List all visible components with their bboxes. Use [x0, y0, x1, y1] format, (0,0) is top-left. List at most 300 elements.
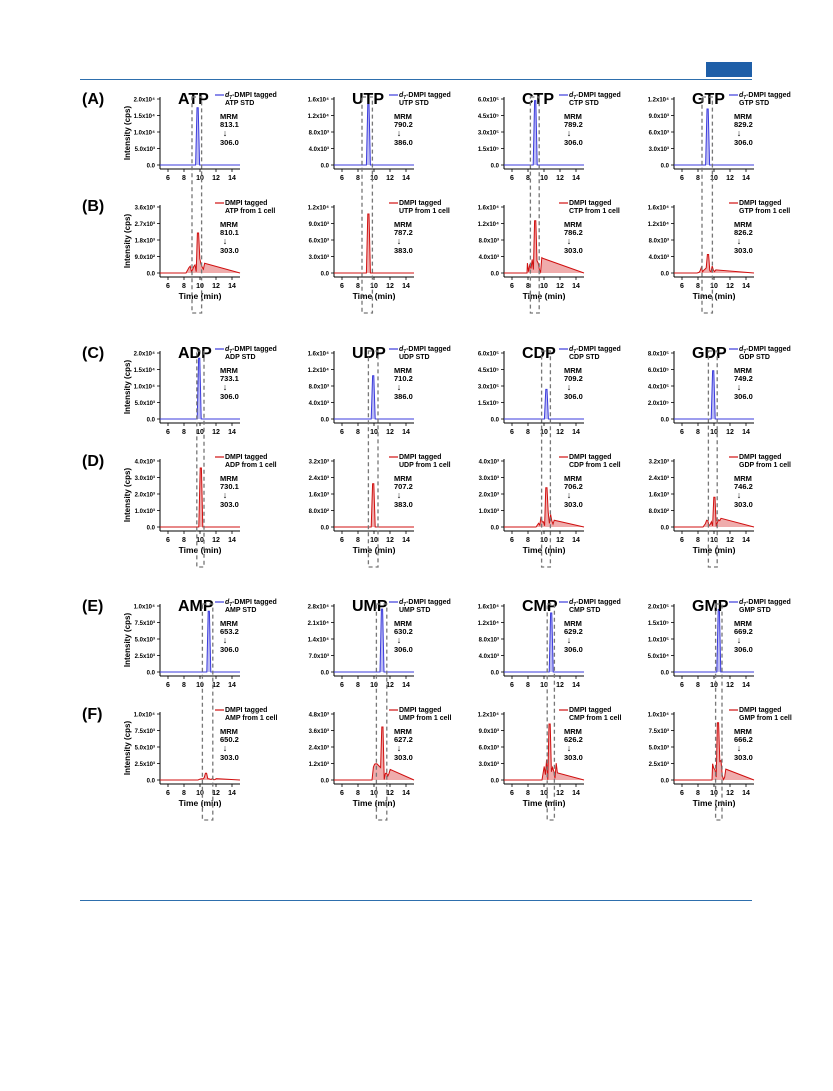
mrm-parent-mz: 733.1 — [220, 374, 239, 383]
x-tick-label: 10 — [540, 283, 548, 290]
mrm-arrow-icon: ↓ — [566, 635, 572, 645]
y-tick-label: 1.5x10⁵ — [647, 621, 669, 627]
legend-line2: CTP from 1 cell — [569, 208, 620, 215]
y-tick-label: 3.0x10³ — [478, 762, 499, 768]
x-tick-label: 6 — [340, 790, 344, 797]
legend-line1: $d_7$-DMPI tagged — [225, 346, 277, 355]
y-tick-label: 2.1x10⁴ — [307, 621, 329, 627]
x-tick-label: 12 — [726, 790, 734, 797]
legend-line2: UDP from 1 cell — [399, 462, 451, 469]
mrm-parent-mz: 627.2 — [394, 735, 413, 744]
legend-line1: DMPI tagged — [739, 454, 782, 461]
x-axis-title: Time (min) — [522, 545, 566, 555]
x-tick-label: 6 — [680, 682, 684, 689]
mrm-product-mz: 306.0 — [220, 392, 239, 401]
legend-line2: GMP STD — [739, 607, 771, 614]
chart-panel-19 — [478, 598, 621, 689]
mrm-parent-mz: 813.1 — [220, 120, 239, 129]
y-tick-label: 6.0x10⁵ — [477, 351, 499, 358]
mrm-parent-mz: 749.2 — [734, 374, 753, 383]
panel-label-b: (B) — [82, 198, 105, 215]
x-axis-title: Time (min) — [178, 798, 222, 808]
y-tick-label: 0.0 — [146, 525, 155, 532]
x-tick-label: 10 — [370, 537, 378, 544]
x-axis-title: Time (min) — [352, 545, 396, 555]
mrm-label: MRM — [394, 366, 412, 375]
mrm-product-mz: 303.0 — [220, 246, 239, 255]
mrm-arrow-icon: ↓ — [222, 490, 228, 500]
mrm-parent-mz: 626.2 — [564, 735, 583, 744]
y-tick-label: 9.0x10² — [134, 255, 155, 261]
compound-name: GTP — [692, 91, 725, 108]
chart-panel-24 — [648, 707, 792, 808]
legend-line1: DMPI tagged — [399, 200, 442, 207]
y-tick-label: 2.0x10⁴ — [133, 97, 155, 104]
x-tick-label: 6 — [166, 429, 170, 436]
legend-line1: $d_7$-DMPI tagged — [399, 599, 451, 608]
y-tick-label: 2.0x10⁵ — [647, 401, 669, 407]
mrm-label: MRM — [220, 727, 238, 736]
x-tick-label: 14 — [402, 682, 410, 689]
mrm-product-mz: 303.0 — [220, 753, 239, 762]
mrm-parent-mz: 829.2 — [734, 120, 753, 129]
panel-label-c: (C) — [82, 345, 105, 362]
chart-panel-16 — [649, 454, 791, 555]
x-tick-label: 8 — [526, 537, 530, 544]
legend-line1: $d_7$-DMPI tagged — [739, 92, 791, 101]
x-tick-label: 8 — [356, 429, 360, 436]
x-tick-label: 12 — [726, 682, 734, 689]
chart-panel-12 — [648, 345, 791, 436]
x-tick-label: 10 — [540, 537, 548, 544]
legend-line1: $d_7$-DMPI tagged — [399, 92, 451, 101]
y-tick-label: 0.0 — [146, 670, 155, 677]
x-tick-label: 12 — [386, 682, 394, 689]
mrm-label: MRM — [564, 220, 582, 229]
x-tick-label: 6 — [510, 429, 514, 436]
y-tick-label: 1.5x10⁴ — [133, 368, 155, 374]
mrm-label: MRM — [734, 727, 752, 736]
y-tick-label: 3.2x10³ — [648, 459, 669, 466]
x-tick-label: 14 — [228, 283, 236, 290]
x-tick-label: 8 — [696, 537, 700, 544]
compound-name: UTP — [352, 91, 384, 108]
y-tick-label: 0.0 — [660, 670, 669, 677]
y-tick-label: 2.5x10³ — [134, 654, 155, 660]
x-tick-label: 10 — [370, 682, 378, 689]
chart-panel-18 — [308, 598, 451, 689]
y-tick-label: 0.0 — [660, 417, 669, 424]
y-tick-label: 4.5x10⁵ — [477, 368, 499, 374]
x-tick-label: 12 — [556, 175, 564, 182]
y-tick-label: 0.0 — [146, 271, 155, 278]
x-tick-label: 10 — [196, 283, 204, 290]
x-tick-label: 14 — [742, 537, 750, 544]
x-tick-label: 14 — [742, 790, 750, 797]
x-tick-label: 8 — [182, 790, 186, 797]
x-tick-label: 14 — [228, 429, 236, 436]
mrm-parent-mz: 786.2 — [564, 228, 583, 237]
x-tick-label: 10 — [370, 283, 378, 290]
x-tick-label: 14 — [228, 682, 236, 689]
x-tick-label: 10 — [710, 429, 718, 436]
y-tick-label: 0.0 — [660, 163, 669, 170]
legend-line1: DMPI tagged — [225, 707, 268, 714]
y-tick-label: 0.0 — [146, 778, 155, 785]
y-tick-label: 9.0x10³ — [308, 222, 329, 228]
mrm-parent-mz: 810.1 — [220, 228, 239, 237]
y-tick-label: 5.0x10⁴ — [647, 654, 669, 660]
chart-panel-10 — [308, 345, 451, 436]
chart-panel-23 — [478, 707, 622, 808]
x-tick-label: 12 — [556, 429, 564, 436]
y-tick-label: 4.0x10³ — [308, 401, 329, 407]
y-tick-label: 1.0x10⁴ — [647, 712, 669, 719]
y-tick-label: 6.0x10⁵ — [647, 368, 669, 374]
mrm-label: MRM — [394, 220, 412, 229]
x-tick-label: 10 — [540, 429, 548, 436]
mrm-label: MRM — [734, 366, 752, 375]
std-trace — [504, 101, 584, 165]
legend-line2: ADP STD — [225, 354, 256, 361]
y-tick-label: 1.2x10⁴ — [307, 205, 329, 212]
x-tick-label: 6 — [680, 790, 684, 797]
legend-line2: ATP STD — [225, 100, 255, 107]
mrm-arrow-icon: ↓ — [222, 128, 228, 138]
mrm-arrow-icon: ↓ — [736, 236, 742, 246]
x-tick-label: 10 — [540, 175, 548, 182]
legend-line1: DMPI tagged — [569, 200, 612, 207]
panel-label-d: (D) — [82, 453, 105, 470]
legend-line2: CDP from 1 cell — [569, 462, 621, 469]
x-tick-label: 8 — [356, 175, 360, 182]
y-tick-label: 0.0 — [320, 525, 329, 532]
y-tick-label: 6.0x10⁵ — [477, 97, 499, 104]
mrm-arrow-icon: ↓ — [736, 382, 742, 392]
y-tick-label: 0.0 — [146, 417, 155, 424]
chart-panel-9 — [123, 345, 277, 436]
y-tick-label: 0.0 — [146, 163, 155, 170]
y-axis-title: Intensity (cps) — [123, 720, 132, 776]
y-tick-label: 4.8x10³ — [308, 712, 329, 719]
y-tick-label: 5.0x10³ — [134, 637, 155, 644]
chart-panel-4 — [648, 91, 791, 182]
chart-panel-22 — [309, 707, 452, 808]
mrm-parent-mz: 706.2 — [564, 482, 583, 491]
y-tick-label: 0.0 — [490, 163, 499, 170]
mrm-arrow-icon: ↓ — [566, 236, 572, 246]
y-tick-label: 1.2x10⁴ — [307, 368, 329, 374]
x-tick-label: 8 — [526, 283, 530, 290]
x-tick-label: 6 — [166, 283, 170, 290]
x-axis-title: Time (min) — [178, 291, 222, 301]
x-tick-label: 10 — [540, 682, 548, 689]
y-axis-title: Intensity (cps) — [123, 105, 132, 161]
x-tick-label: 6 — [340, 429, 344, 436]
legend-line2: CMP from 1 cell — [569, 715, 622, 722]
y-tick-label: 5.0x10³ — [134, 745, 155, 752]
x-tick-label: 14 — [402, 429, 410, 436]
x-tick-label: 10 — [196, 175, 204, 182]
x-tick-label: 8 — [696, 790, 700, 797]
legend-line1: DMPI tagged — [739, 200, 782, 207]
y-tick-label: 1.2x10³ — [308, 762, 329, 768]
chart-panel-15 — [479, 454, 621, 555]
y-tick-label: 3.6x10³ — [308, 729, 329, 735]
mrm-product-mz: 303.0 — [564, 500, 583, 509]
mrm-arrow-icon: ↓ — [396, 743, 402, 753]
mrm-product-mz: 306.0 — [564, 392, 583, 401]
x-tick-label: 8 — [356, 537, 360, 544]
y-tick-label: 1.0x10⁴ — [133, 130, 155, 137]
legend-line2: UMP from 1 cell — [399, 715, 452, 722]
y-tick-label: 0.0 — [660, 525, 669, 532]
y-tick-label: 0.0 — [320, 163, 329, 170]
x-tick-label: 8 — [696, 175, 700, 182]
mrm-product-mz: 303.0 — [220, 500, 239, 509]
y-tick-label: 5.0x10³ — [648, 745, 669, 752]
legend-line1: $d_7$-DMPI tagged — [739, 599, 791, 608]
x-tick-label: 8 — [356, 790, 360, 797]
chart-panel-20 — [648, 598, 791, 689]
y-tick-label: 0.0 — [660, 778, 669, 785]
y-tick-label: 1.0x10⁴ — [133, 384, 155, 391]
y-tick-label: 1.2x10⁴ — [647, 222, 669, 228]
y-tick-label: 8.0x10² — [308, 509, 329, 515]
legend-line2: ATP from 1 cell — [225, 208, 276, 215]
x-tick-label: 12 — [386, 175, 394, 182]
legend-line1: $d_7$-DMPI tagged — [569, 599, 621, 608]
y-axis-title: Intensity (cps) — [123, 467, 132, 523]
x-tick-label: 14 — [402, 790, 410, 797]
y-tick-label: 1.6x10³ — [648, 492, 669, 499]
legend-line1: DMPI tagged — [569, 707, 612, 714]
y-tick-label: 0.0 — [490, 778, 499, 785]
mrm-product-mz: 306.0 — [220, 645, 239, 654]
y-tick-label: 1.0x10⁵ — [647, 637, 669, 644]
y-tick-label: 3.0x10³ — [134, 476, 155, 482]
mrm-arrow-icon: ↓ — [566, 743, 572, 753]
x-tick-label: 6 — [340, 175, 344, 182]
y-tick-label: 6.0x10³ — [478, 745, 499, 752]
legend-line1: $d_7$-DMPI tagged — [569, 346, 621, 355]
cell-trace — [674, 255, 754, 274]
chart-panel-7 — [478, 200, 620, 301]
x-tick-label: 12 — [212, 429, 220, 436]
y-tick-label: 1.2x10⁴ — [647, 97, 669, 104]
y-tick-label: 3.0x10⁵ — [477, 130, 499, 137]
y-tick-label: 4.0x10³ — [478, 654, 499, 660]
y-tick-label: 3.0x10³ — [478, 476, 499, 482]
mrm-label: MRM — [734, 619, 752, 628]
x-tick-label: 10 — [370, 175, 378, 182]
legend-line2: UDP STD — [399, 354, 430, 361]
y-tick-label: 1.0x10⁴ — [133, 712, 155, 719]
x-axis-title: Time (min) — [692, 545, 736, 555]
x-tick-label: 6 — [166, 537, 170, 544]
mrm-parent-mz: 709.2 — [564, 374, 583, 383]
x-tick-label: 12 — [726, 283, 734, 290]
x-tick-label: 10 — [710, 175, 718, 182]
legend-line2: AMP STD — [225, 607, 257, 614]
y-tick-label: 1.0x10³ — [134, 509, 155, 515]
chart-panel-13 — [123, 454, 277, 555]
y-tick-label: 4.0x10³ — [134, 459, 155, 466]
x-tick-label: 12 — [212, 537, 220, 544]
legend-line1: DMPI tagged — [399, 707, 442, 714]
y-tick-label: 2.4x10³ — [648, 476, 669, 482]
mrm-product-mz: 386.0 — [394, 392, 413, 401]
x-tick-label: 6 — [166, 682, 170, 689]
x-tick-label: 12 — [556, 790, 564, 797]
mrm-label: MRM — [564, 366, 582, 375]
x-tick-label: 6 — [166, 175, 170, 182]
y-tick-label: 0.0 — [490, 417, 499, 424]
compound-name: UDP — [352, 345, 386, 362]
chart-panel-21 — [123, 707, 277, 808]
y-tick-label: 1.5x10⁴ — [133, 114, 155, 120]
retention-window-box — [542, 351, 551, 567]
y-tick-label: 0.0 — [490, 525, 499, 532]
x-tick-label: 6 — [510, 537, 514, 544]
chart-panel-1 — [123, 91, 277, 182]
legend-line2: AMP from 1 cell — [225, 715, 278, 722]
y-tick-label: 2.0x10⁵ — [647, 604, 669, 611]
y-tick-label: 1.0x10³ — [478, 509, 499, 515]
mrm-product-mz: 383.0 — [394, 500, 413, 509]
x-tick-label: 6 — [680, 429, 684, 436]
panel-label-f: (F) — [82, 706, 103, 723]
x-tick-label: 12 — [386, 537, 394, 544]
y-tick-label: 1.6x10⁴ — [307, 97, 329, 104]
x-tick-label: 8 — [526, 682, 530, 689]
y-tick-label: 1.8x10³ — [134, 238, 155, 245]
compound-name: GDP — [692, 345, 727, 362]
mrm-product-mz: 306.0 — [734, 392, 753, 401]
compound-name: ADP — [178, 345, 212, 362]
panel-label-a: (A) — [82, 91, 105, 108]
x-tick-label: 10 — [540, 790, 548, 797]
x-tick-label: 10 — [196, 429, 204, 436]
y-tick-label: 4.5x10⁵ — [477, 114, 499, 120]
legend-line2: CMP STD — [569, 607, 601, 614]
legend-line2: CDP STD — [569, 354, 600, 361]
legend-line1: DMPI tagged — [225, 454, 268, 461]
y-tick-label: 8.0x10³ — [478, 238, 499, 245]
x-tick-label: 6 — [340, 537, 344, 544]
mrm-label: MRM — [394, 727, 412, 736]
legend-line2: GTP STD — [739, 100, 770, 107]
y-tick-label: 3.0x10³ — [648, 147, 669, 153]
mrm-label: MRM — [564, 474, 582, 483]
mrm-label: MRM — [734, 220, 752, 229]
x-tick-label: 14 — [572, 429, 580, 436]
compound-name: CMP — [522, 598, 558, 615]
x-tick-label: 14 — [742, 682, 750, 689]
compound-name: CTP — [522, 91, 554, 108]
mrm-product-mz: 306.0 — [220, 138, 239, 147]
chart-panel-17 — [123, 598, 277, 689]
mrm-label: MRM — [220, 619, 238, 628]
x-tick-label: 14 — [572, 790, 580, 797]
mrm-arrow-icon: ↓ — [736, 128, 742, 138]
x-tick-label: 12 — [726, 429, 734, 436]
x-tick-label: 12 — [556, 283, 564, 290]
mrm-arrow-icon: ↓ — [396, 635, 402, 645]
legend-line2: ADP from 1 cell — [225, 462, 277, 469]
mrm-arrow-icon: ↓ — [736, 635, 742, 645]
compound-name: UMP — [352, 598, 388, 615]
y-tick-label: 2.4x10³ — [308, 476, 329, 482]
mrm-product-mz: 303.0 — [564, 753, 583, 762]
mrm-label: MRM — [564, 619, 582, 628]
y-tick-label: 1.2x10⁴ — [307, 114, 329, 120]
mrm-arrow-icon: ↓ — [222, 236, 228, 246]
y-tick-label: 3.0x10³ — [308, 255, 329, 261]
y-axis-title: Intensity (cps) — [123, 213, 132, 269]
y-tick-label: 2.7x10³ — [134, 222, 155, 228]
x-tick-label: 14 — [742, 175, 750, 182]
y-tick-label: 8.0x10³ — [308, 130, 329, 137]
trace-fill — [504, 101, 584, 165]
x-tick-label: 10 — [710, 283, 718, 290]
y-tick-label: 1.6x10⁴ — [647, 205, 669, 212]
mrm-label: MRM — [734, 474, 752, 483]
y-tick-label: 2.4x10³ — [308, 745, 329, 752]
mrm-parent-mz: 746.2 — [734, 482, 753, 491]
x-tick-label: 12 — [212, 790, 220, 797]
mrm-product-mz: 303.0 — [394, 753, 413, 762]
legend-line2: GTP from 1 cell — [739, 208, 791, 215]
y-tick-label: 8.0x10³ — [648, 238, 669, 245]
x-axis-title: Time (min) — [522, 798, 566, 808]
mrm-product-mz: 306.0 — [564, 138, 583, 147]
mrm-arrow-icon: ↓ — [222, 743, 228, 753]
x-tick-label: 8 — [356, 283, 360, 290]
x-axis-title: Time (min) — [692, 798, 736, 808]
mrm-arrow-icon: ↓ — [566, 128, 572, 138]
y-tick-label: 9.0x10³ — [648, 114, 669, 120]
y-tick-label: 2.8x10⁴ — [307, 604, 329, 611]
mrm-arrow-icon: ↓ — [566, 490, 572, 500]
mrm-product-mz: 306.0 — [394, 645, 413, 654]
x-tick-label: 14 — [228, 175, 236, 182]
legend-line2: GDP from 1 cell — [739, 462, 792, 469]
x-tick-label: 14 — [572, 175, 580, 182]
y-tick-label: 7.5x10³ — [134, 621, 155, 627]
x-tick-label: 12 — [386, 790, 394, 797]
legend-line2: UTP from 1 cell — [399, 208, 450, 215]
legend-line1: DMPI tagged — [399, 454, 442, 461]
y-tick-label: 8.0x10² — [648, 509, 669, 515]
y-tick-label: 7.0x10³ — [308, 654, 329, 660]
y-tick-label: 3.6x10³ — [134, 205, 155, 212]
x-tick-label: 12 — [556, 537, 564, 544]
x-tick-label: 10 — [710, 537, 718, 544]
y-tick-label: 4.0x10³ — [648, 255, 669, 261]
y-tick-label: 4.0x10³ — [478, 459, 499, 466]
x-tick-label: 6 — [510, 175, 514, 182]
y-tick-label: 1.6x10⁴ — [307, 351, 329, 358]
chart-panel-3 — [478, 91, 621, 182]
x-tick-label: 8 — [696, 682, 700, 689]
x-axis-title: Time (min) — [352, 291, 396, 301]
x-tick-label: 12 — [212, 175, 220, 182]
x-tick-label: 8 — [696, 283, 700, 290]
mrm-product-mz: 383.0 — [394, 246, 413, 255]
x-tick-label: 8 — [356, 682, 360, 689]
x-tick-label: 8 — [182, 283, 186, 290]
